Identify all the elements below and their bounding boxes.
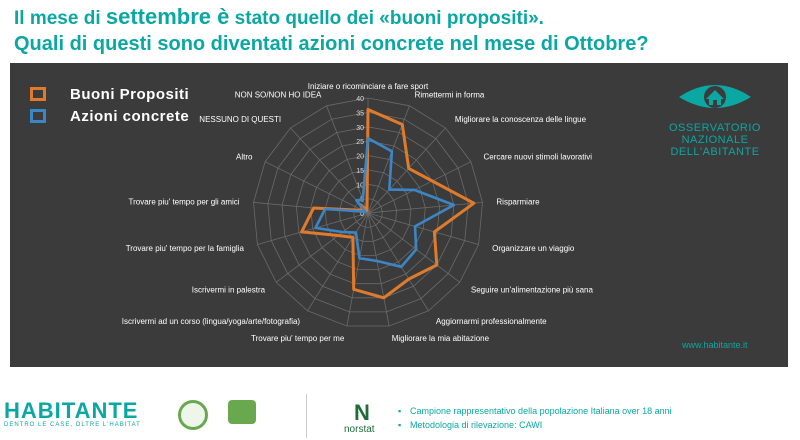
- category-label-0: Iniziare o ricominciare a fare sport: [307, 82, 429, 91]
- footer-note-0-text: Campione rappresentativo della popolazione Italiana over 18 anni: [410, 406, 672, 416]
- category-label-11: Iscrivermi in palestra: [191, 285, 266, 295]
- r-tick-label-6: 30: [356, 124, 364, 132]
- footer-note-0: ▪ Campione rappresentativo della popolazione Italiana over 18 anni: [398, 406, 672, 416]
- category-label-4: Risparmiare: [496, 197, 540, 207]
- category-label-1: Rimettermi in forma: [414, 90, 485, 100]
- legend-label-0: Buoni Propositi: [70, 85, 190, 103]
- category-label-10: Iscrivermi ad un corso (lingua/yoga/arte/fotografia): [121, 317, 301, 326]
- legend-item-1: [30, 105, 189, 127]
- grid-spoke-14: [265, 162, 368, 213]
- legend-swatch-0: [30, 87, 46, 101]
- category-label-12: Trovare piu' tempo per la famiglia: [125, 243, 244, 253]
- footer-note-1-text: Metodologia di rilevazione: CAWI: [410, 420, 543, 430]
- r-tick-label-8: 40: [356, 96, 364, 103]
- legend-item-0: [30, 83, 189, 105]
- heading-line-1-month: settembre è: [105, 4, 230, 29]
- r-tick-label-1: 5: [360, 196, 364, 204]
- brand-name: HABITANTE: [4, 398, 139, 423]
- norstat-logo-mark: N: [354, 400, 370, 425]
- footer: [0, 372, 800, 440]
- r-tick-label-4: 20: [356, 153, 364, 161]
- seal-badge-icon: [178, 400, 208, 430]
- category-label-5: Organizzare un viaggio: [492, 243, 575, 253]
- grid-spoke-3: [368, 162, 471, 213]
- footer-note-1: ▪ Metodologia di rilevazione: CAWI: [398, 420, 543, 430]
- grid-spoke-2: [368, 128, 446, 213]
- habitante-logo: [4, 400, 141, 428]
- heading-line-1-start: Il mese di: [14, 8, 106, 29]
- green-badge-icon: [228, 400, 256, 424]
- category-label-9: Trovare piu' tempo per me: [251, 333, 345, 343]
- observatory-line-1: OSSERVATORIO: [669, 122, 761, 134]
- r-tick-label-7: 35: [356, 110, 364, 118]
- website-url: www.habitante.it: [682, 340, 748, 350]
- observatory-line-3: DELL'ABITANTE: [670, 146, 760, 158]
- norstat-logo-word: norstat: [344, 424, 375, 435]
- legend-swatch-1: [30, 109, 46, 123]
- heading: [14, 6, 794, 56]
- series-1-polygon: [316, 138, 454, 266]
- category-label-2: Migliorare la conoscenza delle lingue: [454, 115, 587, 125]
- heading-line-2: Quali di questi sono diventati azioni concrete nel mese di Ottobre?: [14, 33, 649, 55]
- chart-panel: [10, 63, 788, 367]
- heading-line-1: [14, 6, 794, 30]
- observatory-line-2: NAZIONALE: [681, 134, 749, 146]
- category-label-13: Trovare piu' tempo per gli amici: [128, 197, 240, 207]
- brand-tagline: DENTRO LE CASE, OLTRE L'HABITAT: [4, 422, 141, 428]
- r-tick-label-0: 0: [360, 211, 364, 218]
- grid-spoke-1: [368, 106, 410, 213]
- category-label-8: Migliorare la mia abitazione: [391, 333, 490, 343]
- r-tick-label-2: 10: [356, 182, 364, 190]
- footer-notes: [398, 404, 672, 432]
- footer-divider: [306, 394, 307, 438]
- r-tick-label-5: 25: [356, 139, 364, 147]
- observatory-logo: [650, 77, 780, 158]
- category-label-7: Aggiornarmi professionalmente: [435, 317, 547, 326]
- category-label-16: NON SO/NON HO IDEA: [234, 90, 322, 100]
- category-label-3: Cercare nuovi stimoli lavorativi: [483, 152, 592, 162]
- category-label-15: NESSUNO DI QUESTI: [199, 115, 282, 125]
- heading-line-1-end: stato quello dei «buoni propositi».: [229, 8, 544, 29]
- r-tick-label-3: 15: [356, 167, 364, 175]
- legend: [30, 83, 189, 127]
- category-label-6: Seguire un'alimentazione più sana: [470, 285, 593, 295]
- house-eye-icon: [675, 77, 755, 117]
- category-label-14: Altro: [236, 152, 253, 162]
- legend-label-1: Azioni concrete: [70, 107, 190, 125]
